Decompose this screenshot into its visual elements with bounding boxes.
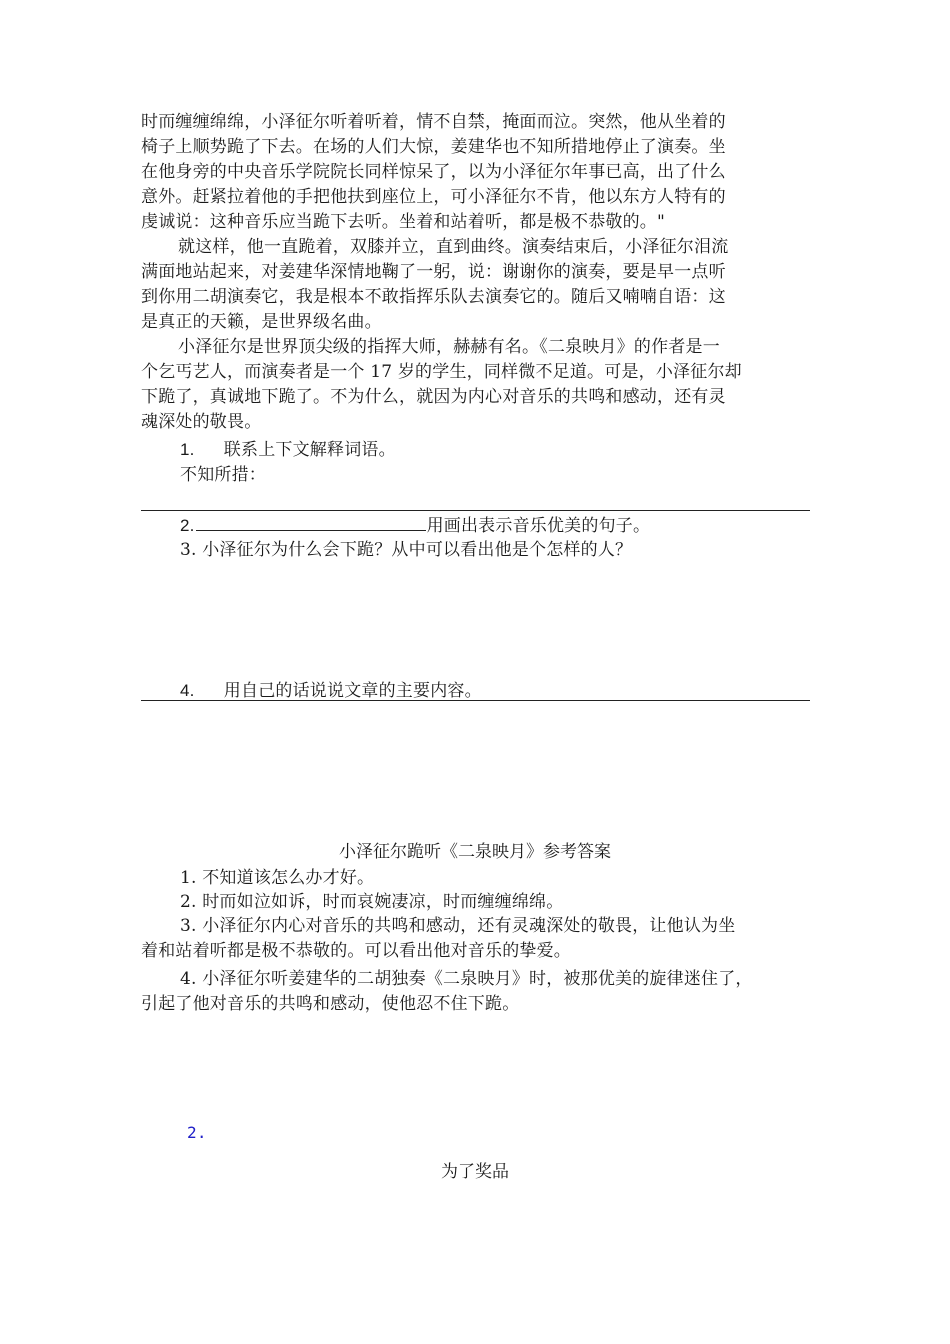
- section-number: 2.: [187, 1123, 207, 1142]
- question-2: [180, 512, 650, 539]
- answer-2: 2. 时而如泣如诉，时而哀婉凄凉，时而缠缠绵绵。: [180, 892, 564, 912]
- question-4-text: 用自己的话说说文章的主要内容。: [223, 681, 482, 701]
- passage-line: 就这样，他一直跪着，双膝并立，直到曲终。演奏结束后，小泽征尔泪流: [178, 237, 729, 257]
- fill-blank-q2[interactable]: [196, 512, 426, 531]
- answer-4-line-2: 引起了他对音乐的共鸣和感动，使他忍不住下跪。: [141, 994, 520, 1014]
- answer-1: 1. 不知道该怎么办才好。: [180, 868, 375, 888]
- answer-3-line-2: 着和站着听都是极不恭敬的。可以看出他对音乐的挚爱。: [141, 941, 571, 961]
- question-4-number: 4.: [180, 681, 195, 700]
- answer-3-line-1: 3. 小泽征尔内心对音乐的共鸣和感动，还有灵魂深处的敬畏，让他认为坐: [180, 916, 736, 936]
- passage-line: 虔诚说：这种音乐应当跪下去听。坐着和站着听，都是极不恭敬的。": [141, 212, 666, 232]
- answer-4-line-1: 4. 小泽征尔听姜建华的二胡独奏《二泉映月》时，被那优美的旋律迷住了，: [180, 969, 753, 989]
- passage-line: 是真正的天籁，是世界级名曲。: [141, 312, 382, 332]
- passage-line: 意外。赶紧拉着他的手把他扶到座位上，可小泽征尔不肯，他以东方人特有的: [141, 187, 726, 207]
- question-2-number: 2.: [180, 516, 195, 535]
- passage-line: 满面地站起来，对姜建华深情地鞠了一躬，说：谢谢你的演奏，要是早一点听: [141, 262, 726, 282]
- question-3: 3. 小泽征尔为什么会下跪？从中可以看出他是个怎样的人？: [180, 540, 633, 560]
- answer-line-q1[interactable]: [141, 510, 810, 511]
- question-2-text: 用画出表示音乐优美的句子。: [426, 516, 651, 536]
- passage-line: 时而缠缠绵绵，小泽征尔听着听着，情不自禁，掩面而泣。突然，他从坐着的: [141, 112, 726, 132]
- answer-key-title: 小泽征尔跪听《二泉映月》参考答案: [339, 842, 611, 862]
- question-1-text: 联系上下文解释词语。: [223, 440, 396, 460]
- passage-line: 下跪了，真诚地下跪了。不为什么，就因为内心对音乐的共鸣和感动，还有灵: [141, 387, 726, 407]
- answer-line-q4[interactable]: [141, 700, 810, 701]
- section-title: 为了奖品: [441, 1162, 509, 1182]
- question-1-term: 不知所措：: [180, 465, 266, 485]
- passage-line: 在他身旁的中央音乐学院院长同样惊呆了，以为小泽征尔年事已高，出了什么: [141, 162, 726, 182]
- question-1: [180, 437, 396, 463]
- passage-line: 魂深处的敬畏。: [141, 412, 262, 432]
- passage-line: 椅子上顺势跪了下去。在场的人们大惊，姜建华也不知所措地停止了演奏。坐: [141, 137, 726, 157]
- question-1-number: 1.: [180, 440, 195, 459]
- passage-line: 小泽征尔是世界顶尖级的指挥大师，赫赫有名。《二泉映月》的作者是一: [178, 337, 720, 357]
- passage-line: 个乞丐艺人，而演奏者是一个 17 岁的学生，同样微不足道。可是，小泽征尔却: [141, 362, 742, 382]
- passage-line: 到你用二胡演奏它，我是根本不敢指挥乐队去演奏它的。随后又喃喃自语：这: [141, 287, 726, 307]
